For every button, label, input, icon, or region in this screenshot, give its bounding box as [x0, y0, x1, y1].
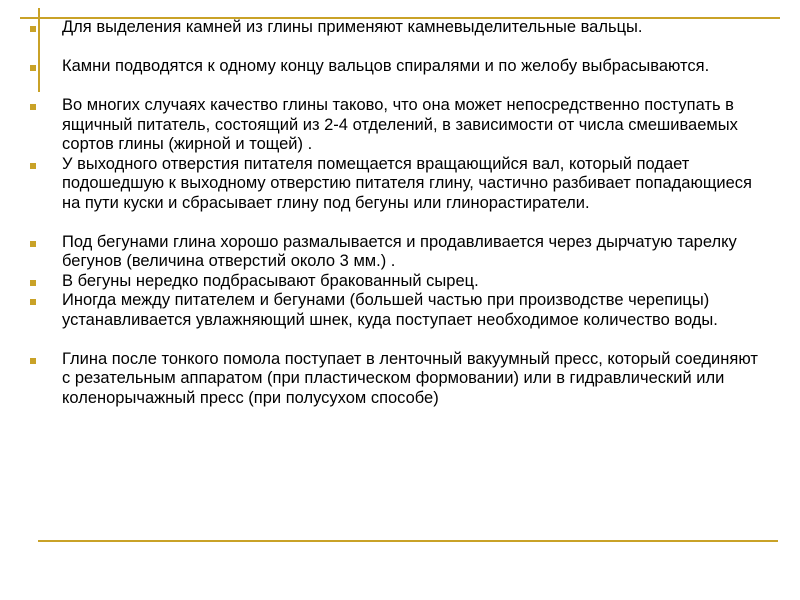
bullet-item: [30, 350, 770, 409]
bullet-item: [30, 233, 770, 272]
bullet-list: [30, 18, 770, 408]
bullet-item: [30, 96, 770, 155]
spacer: [30, 38, 770, 58]
bullet-item: [30, 155, 770, 214]
bullet-item: [30, 291, 770, 330]
bullet-text: Камни подводятся к одному концу вальцов спиралями и по желобу выбрасываются.: [62, 57, 710, 75]
square-bullet-icon: [30, 104, 36, 110]
bullet-text: Под бегунами глина хорошо размалывается и продавливается через дырчатую тарелку бегунов (величина отверстий около 3 мм.) .: [62, 232, 737, 270]
bottom-decorative-rule: [38, 540, 778, 542]
bullet-text: Для выделения камней из глины применяют камневыделительные вальцы.: [62, 18, 643, 36]
bullet-item: [30, 272, 770, 292]
bullet-item: [30, 57, 770, 77]
square-bullet-icon: [30, 358, 36, 364]
square-bullet-icon: [30, 241, 36, 247]
spacer: [30, 77, 770, 97]
bullet-text: У выходного отверстия питателя помещается вращающийся вал, который подает подошедшую к выходному отверстию питателя глину, частично разбивает попадающиеся на пути куски и сбрасывает глину под бегуны или глинорастиратели.: [62, 154, 752, 212]
spacer: [30, 213, 770, 233]
bullet-text: В бегуны нередко подбрасывают бракованный сырец.: [62, 271, 479, 290]
bullet-text: Глина после тонкого помола поступает в ленточный вакуумный пресс, который соединяют с резательным аппаратом (при пластическом формовании) или в гидравлический или коленорычажный пресс (при полусухом способе): [62, 349, 758, 407]
bullet-text: Во многих случаях качество глины таково, что она может непосредственно поступать в ящичный питатель, состоящий из 2-4 отделений, в зависимости от числа смешиваемых сортов глины (жирной и тощей) .: [62, 96, 738, 153]
square-bullet-icon: [30, 280, 36, 286]
spacer: [30, 330, 770, 350]
square-bullet-icon: [30, 26, 36, 32]
bullet-text: Иногда между питателем и бегунами (большей частью при производстве черепицы) устанавливается увлажняющий шнек, куда поступает необходимое количество воды.: [62, 291, 718, 329]
square-bullet-icon: [30, 65, 36, 71]
bullet-item: [30, 18, 770, 38]
square-bullet-icon: [30, 299, 36, 305]
square-bullet-icon: [30, 163, 36, 169]
